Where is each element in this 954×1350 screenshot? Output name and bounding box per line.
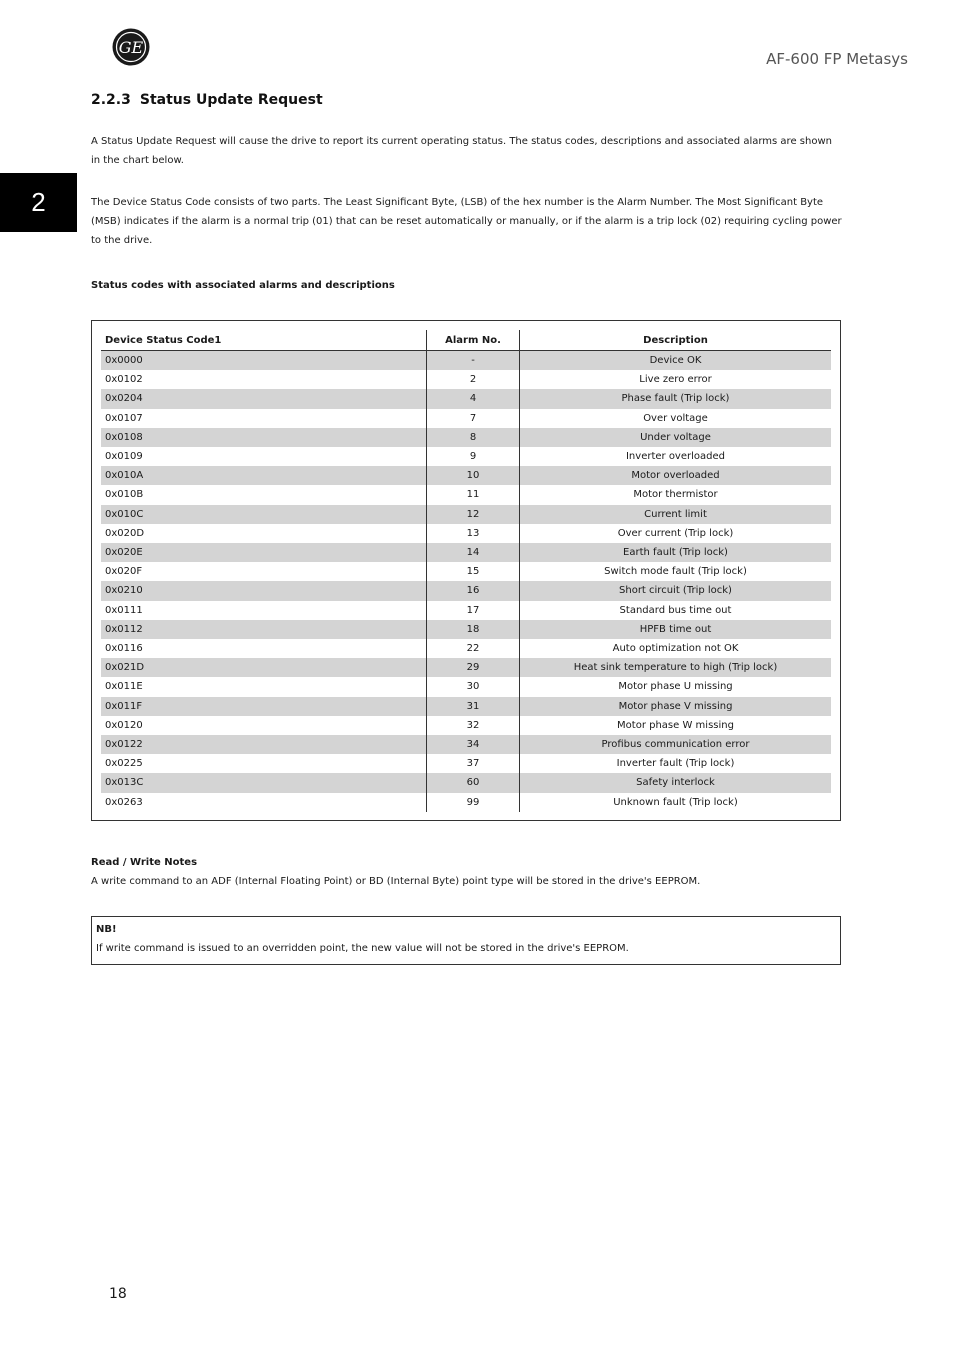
cell-description: Unknown fault (Trip lock) [520,793,832,812]
table-row [101,773,831,792]
cell-device-status-code: 0x010A [101,466,427,485]
cell-description: Over current (Trip lock) [520,524,832,543]
nb-text: If write command is issued to an overridden point, the new value will not be stored in the drive's EEPROM. [96,943,629,954]
notes-heading: Read / Write Notes [91,857,198,868]
cell-alarm-no: 15 [427,562,520,581]
table-row [101,389,831,408]
cell-device-status-code: 0x0107 [105,412,143,424]
cell-alarm-no: 12 [427,505,520,524]
status-code-paragraph: The Device Status Code consists of two parts. The Least Significant Byte, (LSB) of the hex number is the Alarm Number. The Most Significant Byte (MSB) indicates if the alarm is a normal trip (01) that can be reset automatically or manually, or if the alarm is a trip lock (02) requiring cycling power to the drive. [91,197,842,246]
nb-callout [91,916,841,965]
cell-device-status-code: 0x0225 [105,758,143,770]
cell-device-status-code: 0x010C [101,505,427,524]
logo-text: GE [118,38,144,57]
cell-description: Short circuit (Trip lock) [520,581,832,600]
section-heading [91,92,323,108]
table-row [101,754,831,773]
table-caption: Status codes with associated alarms and descriptions [91,280,395,291]
section-title: Status Update Request [139,92,323,108]
table-row [101,447,831,466]
table-row [101,485,831,504]
cell-alarm-no: 13 [427,524,520,543]
cell-device-status-code: 0x013C [101,773,427,792]
cell-device-status-code: 0x0112 [101,620,427,639]
cell-description: Motor phase V missing [520,697,832,716]
cell-alarm-no: 4 [427,389,520,408]
table-row [101,466,831,485]
table-row [101,658,831,677]
table-row [101,543,831,562]
table-row [101,351,831,371]
table-row [101,581,831,600]
cell-alarm-no: 14 [427,543,520,562]
section-number: 2.2.3 [91,92,131,108]
cell-description: Motor thermistor [520,485,832,504]
cell-description: HPFB time out [520,620,832,639]
cell-description: Motor overloaded [520,466,832,485]
cell-description: Auto optimization not OK [520,639,832,658]
cell-description: Heat sink temperature to high (Trip lock) [520,658,832,677]
table-row [101,428,831,447]
cell-alarm-no: - [427,351,520,371]
page-number: 18 [109,1286,127,1302]
cell-device-status-code: 0x0102 [105,374,143,386]
header-device-status-code: Device Status Code1 [101,330,427,351]
cell-alarm-no: 22 [427,639,520,658]
table-row [101,562,831,581]
table-row [101,409,831,428]
header-alarm-no: Alarm No. [427,330,520,351]
cell-description: Over voltage [520,409,832,428]
cell-alarm-no: 31 [427,697,520,716]
cell-description: Inverter fault (Trip lock) [520,754,832,773]
cell-device-status-code: 0x011E [105,681,143,693]
cell-device-status-code: 0x0116 [105,643,143,655]
cell-device-status-code: 0x0120 [105,719,143,731]
cell-device-status-code: 0x021D [101,658,427,677]
table-row [101,735,831,754]
cell-device-status-code: 0x0108 [101,428,427,447]
table-row [101,601,831,620]
cell-description: Phase fault (Trip lock) [520,389,832,408]
cell-description: Live zero error [520,370,832,389]
status-codes-table [101,330,831,812]
cell-alarm-no: 18 [427,620,520,639]
cell-device-status-code: 0x0122 [101,735,427,754]
table-row [101,620,831,639]
cell-description: Under voltage [520,428,832,447]
table-row [101,505,831,524]
cell-alarm-no: 60 [427,773,520,792]
cell-alarm-no: 11 [427,485,520,504]
nb-label: NB! [96,924,117,935]
cell-device-status-code: 0x011F [101,697,427,716]
cell-device-status-code: 0x020D [105,527,145,539]
notes-text: A write command to an ADF (Internal Floating Point) or BD (Internal Byte) point type will be stored in the drive's EEPROM. [91,876,701,887]
table-row [101,697,831,716]
cell-device-status-code: 0x0111 [105,604,143,616]
cell-device-status-code: 0x010B [105,489,144,501]
cell-alarm-no: 17 [427,601,520,620]
cell-description: Earth fault (Trip lock) [520,543,832,562]
cell-description: Motor phase W missing [520,716,832,735]
table-row [101,639,831,658]
cell-alarm-no: 2 [427,370,520,389]
cell-description: Inverter overloaded [520,447,832,466]
cell-device-status-code: 0x0204 [101,389,427,408]
chapter-tab: 2 [0,173,77,232]
cell-description: Switch mode fault (Trip lock) [520,562,832,581]
header-description: Description [520,330,832,351]
cell-alarm-no: 37 [427,754,520,773]
cell-description: Standard bus time out [520,601,832,620]
status-table-frame [91,320,841,821]
ge-logo-icon [112,28,150,66]
table-row [101,370,831,389]
cell-description: Profibus communication error [520,735,832,754]
intro-paragraph: A Status Update Request will cause the drive to report its current operating status. The status codes, descriptions and associated alarms are shown in the chart below. [91,136,832,166]
table-row [101,793,831,812]
cell-description: Current limit [520,505,832,524]
cell-alarm-no: 34 [427,735,520,754]
cell-alarm-no: 10 [427,466,520,485]
cell-alarm-no: 32 [427,716,520,735]
cell-device-status-code: 0x020E [101,543,427,562]
cell-alarm-no: 16 [427,581,520,600]
table-row [101,524,831,543]
cell-alarm-no: 9 [427,447,520,466]
cell-description: Motor phase U missing [520,677,832,696]
table-row [101,677,831,696]
cell-alarm-no: 99 [427,793,520,812]
cell-device-status-code: 0x0210 [101,581,427,600]
document-title: AF-600 FP Metasys [766,50,908,68]
table-row [101,716,831,735]
cell-alarm-no: 29 [427,658,520,677]
table-body [101,351,831,812]
table-header-row [101,330,831,351]
cell-device-status-code: 0x020F [105,566,143,578]
cell-description: Device OK [520,351,832,371]
cell-device-status-code: 0x0109 [105,451,143,463]
cell-device-status-code: 0x0263 [105,796,143,808]
cell-alarm-no: 7 [427,409,520,428]
cell-device-status-code: 0x0000 [101,351,427,371]
cell-alarm-no: 30 [427,677,520,696]
cell-description: Safety interlock [520,773,832,792]
cell-alarm-no: 8 [427,428,520,447]
